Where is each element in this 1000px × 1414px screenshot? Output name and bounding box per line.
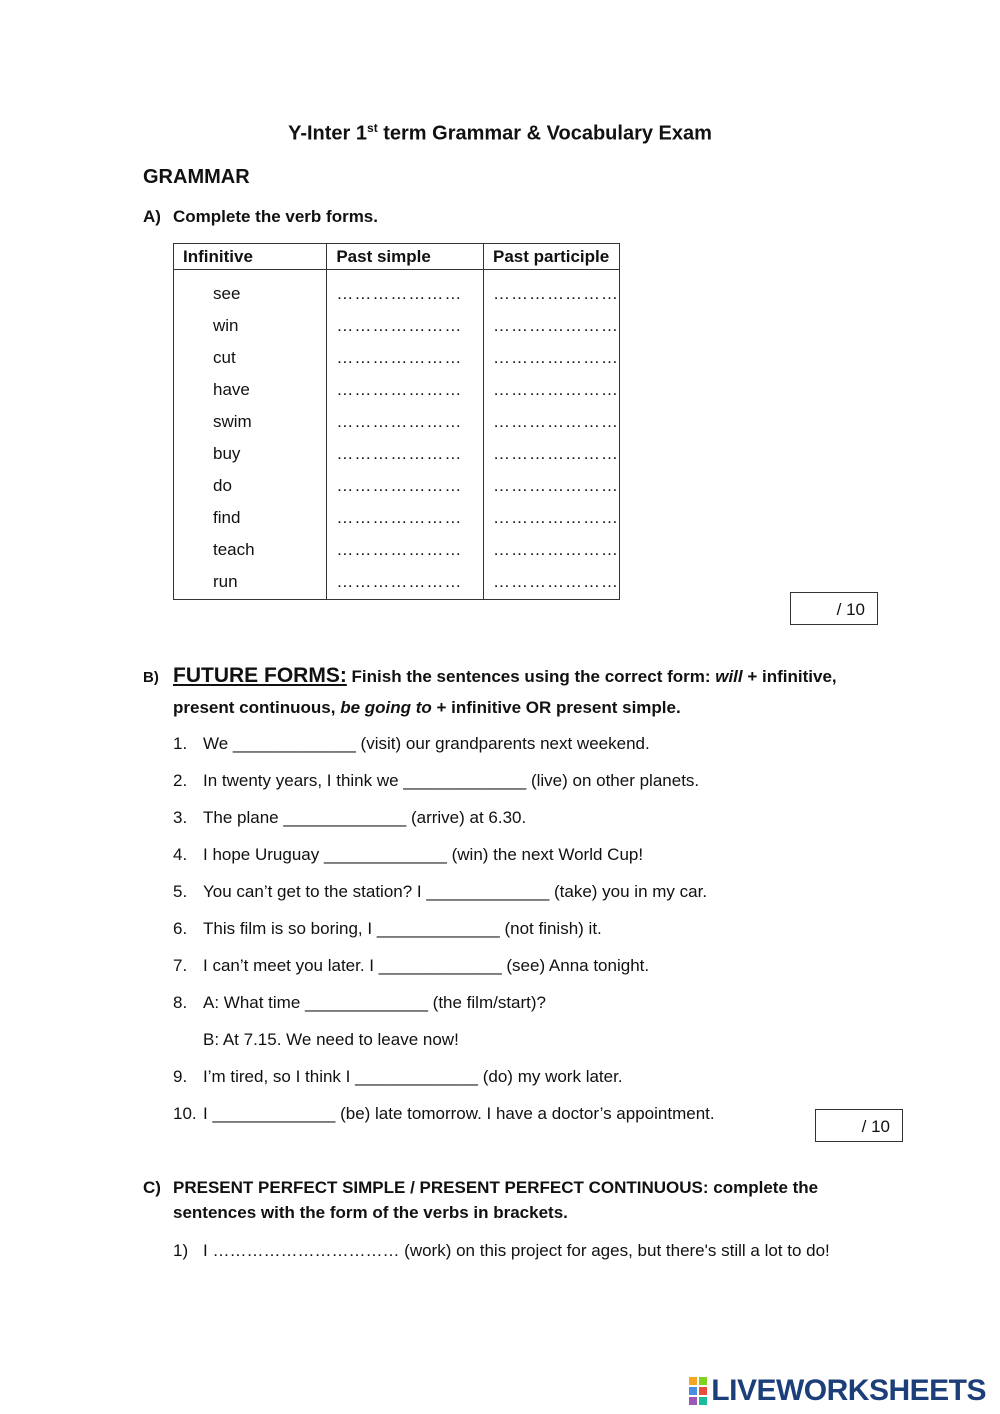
past-simple-blank[interactable]: …………………	[336, 380, 463, 399]
section-a-instruction: Complete the verb forms.	[173, 207, 378, 226]
verb-have: have	[213, 380, 250, 399]
item-text[interactable]: This film is so boring, I _____________ (not finish) it.	[203, 919, 602, 938]
list-item	[173, 990, 715, 1027]
list-item	[173, 1027, 715, 1064]
header-past-simple: Past simple	[327, 244, 484, 270]
list-item	[173, 768, 715, 805]
item-text[interactable]: I _____________ (be) late tomorrow. I have a doctor’s appointment.	[203, 1104, 715, 1123]
section-b-instruction-part: present continuous,	[173, 698, 341, 717]
section-c-instruction-2: sentences with the form of the verbs in brackets.	[173, 1203, 568, 1222]
item-number: 2.	[173, 771, 188, 790]
past-participle-blank[interactable]: …………………	[493, 540, 619, 559]
section-b-instruction-part: Finish the sentences using the correct form:	[346, 667, 716, 686]
item-number: 5.	[173, 882, 188, 901]
verb-run: run	[213, 572, 238, 591]
list-item	[173, 879, 715, 916]
list-item	[173, 805, 715, 842]
verb-cut: cut	[213, 348, 236, 367]
header-infinitive: Infinitive	[174, 244, 327, 270]
list-item	[173, 842, 715, 879]
item-text[interactable]: I can’t meet you later. I _____________ (see) Anna tonight.	[203, 956, 650, 975]
section-c-heading	[143, 1175, 863, 1225]
list-item	[173, 916, 715, 953]
section-c-instruction: PRESENT PERFECT SIMPLE / PRESENT PERFECT CONTINUOUS: complete the	[173, 1178, 819, 1197]
section-c-letter: C)	[143, 1178, 161, 1197]
list-item	[173, 953, 715, 990]
item-text[interactable]: We _____________ (visit) our grandparents next weekend.	[203, 734, 650, 753]
section-a-score-box: / 10	[790, 592, 878, 625]
item-text[interactable]: In twenty years, I think we _____________ (live) on other planets.	[203, 771, 700, 790]
verb-forms-table	[173, 243, 620, 600]
past-simple-blank[interactable]: …………………	[336, 540, 463, 559]
liveworksheets-logo	[689, 1374, 986, 1408]
item-number: 7.	[173, 956, 188, 975]
verb-win: win	[213, 316, 239, 335]
past-participle-blank[interactable]: …………………	[493, 412, 619, 431]
past-participle-column	[484, 270, 620, 600]
section-b-heading	[143, 661, 863, 723]
past-simple-blank[interactable]: …………………	[336, 572, 463, 591]
verb-teach: teach	[213, 540, 255, 559]
item-text[interactable]: The plane _____________ (arrive) at 6.30.	[203, 808, 527, 827]
past-simple-blank[interactable]: …………………	[336, 508, 463, 527]
list-item	[173, 1064, 715, 1101]
grammar-heading: GRAMMAR	[143, 166, 250, 188]
item-number: 3.	[173, 808, 188, 827]
header-past-participle: Past participle	[484, 244, 620, 270]
item-number: 9.	[173, 1067, 188, 1086]
section-a-letter: A)	[143, 207, 161, 226]
verb-do: do	[213, 476, 232, 495]
verb-swim: swim	[213, 412, 252, 431]
past-simple-blank[interactable]: …………………	[336, 284, 463, 303]
section-a-heading	[143, 207, 378, 227]
logo-text: LIVEWORKSHEETS	[711, 1374, 986, 1407]
past-simple-column	[327, 270, 484, 600]
past-participle-blank[interactable]: …………………	[493, 572, 619, 591]
item-number: 8.	[173, 993, 188, 1012]
item-text: B: At 7.15. We need to leave now!	[203, 1030, 459, 1049]
instruction-will: will	[715, 667, 743, 686]
item-number: 6.	[173, 919, 188, 938]
item-number: 10.	[173, 1104, 197, 1123]
instruction-be-going-to: be going to	[340, 698, 432, 717]
item-text[interactable]: You can’t get to the station? I _____________ (take) you in my car.	[203, 882, 708, 901]
past-simple-blank[interactable]: …………………	[336, 412, 463, 431]
section-b-instruction-part: + infinitive OR present simple.	[431, 698, 681, 717]
past-participle-blank[interactable]: …………………	[493, 284, 619, 303]
past-participle-blank[interactable]: …………………	[493, 380, 619, 399]
past-participle-blank[interactable]: …………………	[493, 348, 619, 367]
section-b-letter: B)	[143, 669, 159, 686]
future-forms-title: FUTURE FORMS:	[173, 664, 347, 687]
future-forms-list	[173, 731, 715, 1138]
section-c-item	[173, 1241, 830, 1261]
past-participle-blank[interactable]: …………………	[493, 508, 619, 527]
past-simple-blank[interactable]: …………………	[336, 316, 463, 335]
item-text[interactable]: I …………………………… (work) on this project for ages, but there's still a lot to do!	[203, 1241, 830, 1260]
verb-see: see	[213, 284, 241, 303]
list-item	[173, 731, 715, 768]
item-number: 4.	[173, 845, 188, 864]
verb-buy: buy	[213, 444, 241, 463]
past-participle-blank[interactable]: …………………	[493, 444, 619, 463]
item-number: 1)	[173, 1241, 189, 1260]
past-participle-blank[interactable]: …………………	[493, 316, 619, 335]
item-number	[173, 1027, 203, 1064]
section-b-score-box: / 10	[815, 1109, 903, 1142]
item-text[interactable]: I hope Uruguay _____________ (win) the next World Cup!	[203, 845, 644, 864]
item-number: 1.	[173, 734, 188, 753]
verb-find: find	[213, 508, 241, 527]
past-participle-blank[interactable]: …………………	[493, 476, 619, 495]
infinitive-column	[174, 270, 327, 600]
item-text[interactable]: A: What time _____________ (the film/start)?	[203, 993, 547, 1012]
past-simple-blank[interactable]: …………………	[336, 444, 463, 463]
page-title: Y-Inter 1st term Grammar & Vocabulary Exam	[288, 121, 712, 145]
past-simple-blank[interactable]: …………………	[336, 476, 463, 495]
list-item	[173, 1101, 715, 1138]
item-text[interactable]: I’m tired, so I think I _____________ (do) my work later.	[203, 1067, 623, 1086]
logo-grid-icon	[689, 1377, 707, 1405]
section-b-instruction-part: + infinitive,	[742, 667, 837, 686]
past-simple-blank[interactable]: …………………	[336, 348, 463, 367]
